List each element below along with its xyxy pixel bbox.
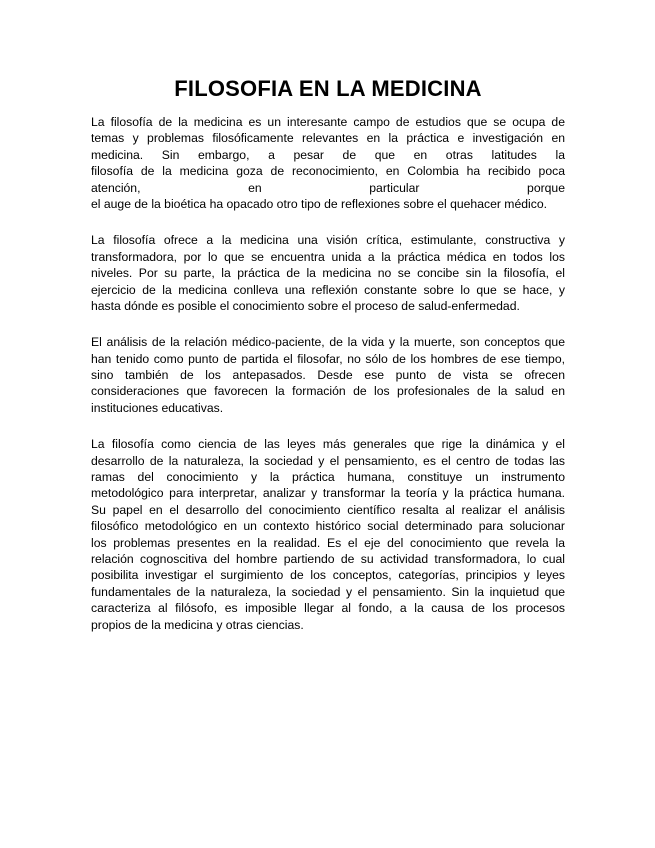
text-line: sino también de los antepasados. Desde ese punto de vista se ofrecen [91,368,565,383]
text-line: medicina. Sin embargo, a pesar de que en otras latitudes la [91,147,565,162]
text-line: La filosofía de la medicina es un interesante campo de estudios que se ocupa de [91,115,565,129]
page-title: FILOSOFIA EN LA MEDICINA [174,76,482,101]
text-line: instituciones educativas. [91,400,224,415]
text-line: los problemas presentes en la realidad. Es el eje del conocimiento que revela la [91,535,565,550]
text-line: ejercicio de la medicina conlleva una reflexión constante sobre lo que se hace, y [91,282,565,297]
text-line: posibilita investigar el surgimiento de los conceptos, categorías, principios y leyes [91,568,565,583]
text-line: consideraciones que favorecen la formación de los profesionales de la salud en [91,384,565,399]
paragraph-2 [91,232,565,314]
text-line: La filosofía ofrece a la medicina una visión crítica, estimulante, constructiva y [91,233,565,248]
text-line: El análisis de la relación médico-paciente, de la vida y la muerte, son conceptos que [91,335,565,350]
text-line: el auge de la bioética ha opacado otro tipo de reflexiones sobre el quehacer médico. [91,196,547,211]
text-line: fundamentales de la naturaleza, la sociedad y el pensamiento. Sin la inquietud que [91,584,565,599]
text-line: desarrollo de la naturaleza, la sociedad y el pensamiento, es el centro de todas las [91,453,565,468]
text-line: hasta dónde es posible el conocimiento sobre el proceso de salud-enfermedad. [91,298,520,313]
text-line: filosófico metodológico en un contexto histórico social determinado para solucionar [91,519,565,534]
text-line: caracteriza al filósofo, es imposible llegar al fondo, a la causa de los procesos [91,601,565,616]
text-line: Su papel en el desarrollo del conocimiento científico resalta al realizar el análisis [91,502,565,517]
text-line: La filosofía como ciencia de las leyes más generales que rige la dinámica y el [91,437,565,452]
paragraph-4 [91,436,565,633]
text-line: propios de la medicina y otras ciencias. [91,617,304,632]
text-line: ramas del conocimiento y la práctica humana, constituye un instrumento [91,470,565,485]
text-line: han tenido como punto de partida el filosofar, no sólo de los hombres de ese tiempo, [91,351,565,366]
document-page [91,76,565,653]
text-line: relación cognoscitiva del hombre partiendo de su actividad transformadora, lo cual [91,551,565,566]
text-line: temas y problemas filosóficamente relevantes en la práctica e investigación en [91,131,565,146]
text-line: metodológico para interpretar, analizar y transformar la teoría y la práctica humana. [91,486,565,501]
text-line: filosofía de la medicina goza de reconocimiento, en Colombia ha recibido poca [91,164,565,179]
paragraph-3 [91,334,565,416]
text-line: niveles. Por su parte, la práctica de la medicina no se concibe sin la filosofía, el [91,266,565,281]
text-line: transformadora, por lo que se encuentra unida a la práctica médica en todos los [91,249,565,264]
text-line: atención, en particular porque [91,180,565,195]
paragraph-1 [91,114,565,212]
